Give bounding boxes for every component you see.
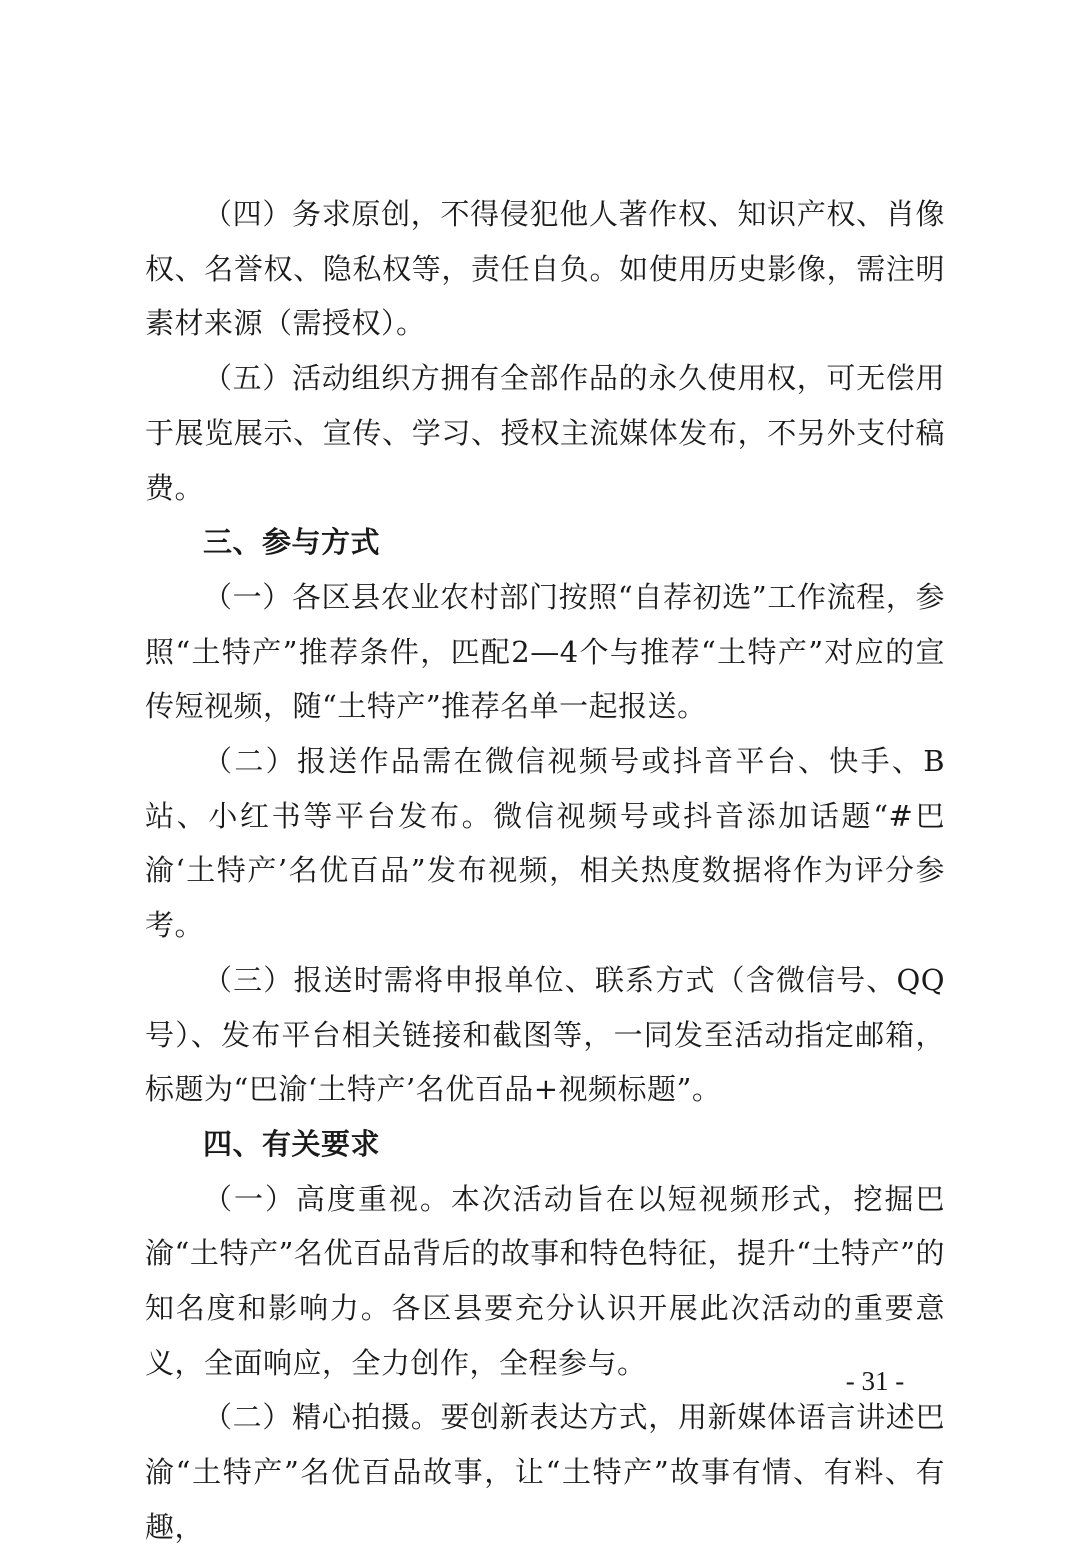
section-heading-requirements: 四、有关要求: [203, 1126, 381, 1161]
paragraph-submission-details: （三）报送时需将申报单位、联系方式（含微信号、QQ号）、发布平台相关链接和截图等，一同发至活动指定邮箱，标题为“巴渝‘土特产’名优百品+视频标题”。: [145, 962, 945, 1107]
document-body: [145, 187, 945, 1555]
page-number: - 31 -: [845, 1366, 905, 1396]
paragraph-usage-rights: （五）活动组织方拥有全部作品的永久使用权，可无偿用于展览展示、宣传、学习、授权主流媒体发布，不另外支付稿费。: [145, 361, 945, 505]
paragraph-high-priority: （一）高度重视。本次活动旨在以短视频形式，挖掘巴渝“土特产”名优百品背后的故事和特色特征，提升“土特产”的知名度和影响力。各区县要充分认识开展此次活动的重要意义，全面响应，全力创作，全程参与。: [145, 1181, 945, 1380]
paragraph-careful-filming: （二）精心拍摄。要创新表达方式，用新媒体语言讲述巴渝“土特产”名优百品故事，让“土特产”故事有情、有料、有趣，: [145, 1400, 945, 1544]
paragraph-platform-publishing: （二）报送作品需在微信视频号或抖音平台、快手、B站、小红书等平台发布。微信视频号或抖音添加话题“#巴渝‘土特产’名优百品”发布视频，相关热度数据将作为评分参考。: [145, 744, 945, 943]
paragraph-submission-process: （一）各区县农业农村部门按照“自荐初选”工作流程，参照“土特产”推荐条件，匹配2—4个与推荐“土特产”对应的宣传短视频，随“土特产”推荐名单一起报送。: [145, 579, 945, 724]
section-heading-participation: 三、参与方式: [203, 525, 381, 560]
paragraph-originality: （四）务求原创，不得侵犯他人著作权、知识产权、肖像权、名誉权、隐私权等，责任自负。如使用历史影像，需注明素材来源（需授权）。: [145, 197, 945, 341]
